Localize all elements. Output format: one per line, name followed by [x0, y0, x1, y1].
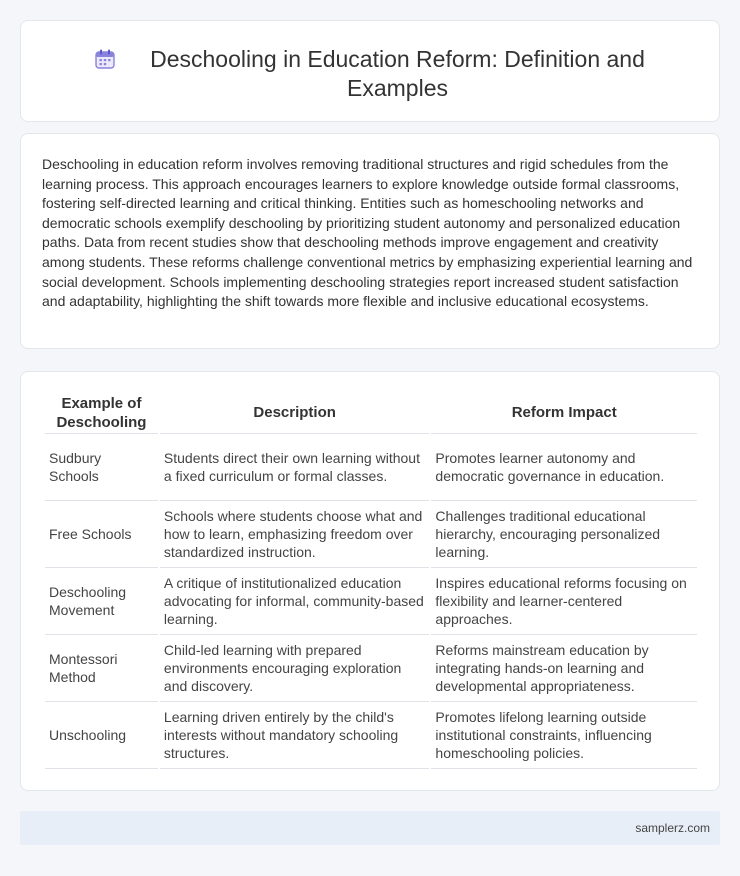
header-description: Description: [160, 392, 430, 434]
table-row: [45, 568, 697, 635]
cell-example: Montessori Method: [45, 635, 158, 702]
intro-card: [20, 133, 720, 349]
table-header-row: [45, 392, 697, 434]
title-card: [20, 20, 720, 122]
header-impact: Reform Impact: [431, 392, 697, 434]
header-example: Example of Deschooling: [45, 392, 158, 434]
footer-site-link[interactable]: samplerz.com: [635, 821, 710, 835]
cell-example: Deschooling Movement: [45, 568, 158, 635]
cell-impact: Challenges traditional educational hierarchy, encouraging personalized learning.: [431, 501, 697, 568]
table-row: [45, 434, 697, 501]
cell-description: Learning driven entirely by the child's interests without mandatory schooling structures.: [160, 702, 430, 769]
cell-example: Free Schools: [45, 501, 158, 568]
cell-example: Sudbury Schools: [45, 434, 158, 501]
cell-impact: Reforms mainstream education by integrating hands-on learning and developmental appropriateness.: [431, 635, 697, 702]
intro-paragraph: Deschooling in education reform involves removing traditional structures and rigid schedules from the learning process. This approach encourages learners to explore knowledge outside formal classrooms, fostering self-directed learning and critical thinking. Entities such as homeschooling networks and democratic schools exemplify deschooling by prioritizing student autonomy and personalized education paths. Data from recent studies show that deschooling methods improve engagement and creativity among students. These reforms challenge conventional metrics by emphasizing experiential learning and social development. Schools implementing deschooling strategies report increased student satisfaction and adaptability, highlighting the shift towards more flexible and inclusive educational ecosystems.: [42, 156, 693, 310]
table-row: [45, 702, 697, 769]
cell-description: Students direct their own learning without a fixed curriculum or formal classes.: [160, 434, 430, 501]
cell-impact: Promotes lifelong learning outside institutional constraints, influencing homeschooling policies.: [431, 702, 697, 769]
footer: [20, 811, 720, 845]
cell-example: Unschooling: [45, 702, 158, 769]
examples-table: [43, 392, 699, 769]
page-title: Deschooling in Education Reform: Definition and Examples: [150, 46, 645, 101]
cell-impact: Promotes learner autonomy and democratic governance in education.: [431, 434, 697, 501]
cell-description: A critique of institutionalized education advocating for informal, community-based learning.: [160, 568, 430, 635]
table-card: [20, 371, 720, 791]
cell-impact: Inspires educational reforms focusing on flexibility and learner-centered approaches.: [431, 568, 697, 635]
cell-description: Schools where students choose what and how to learn, emphasizing freedom over standardized instruction.: [160, 501, 430, 568]
cell-description: Child-led learning with prepared environments encouraging exploration and discovery.: [160, 635, 430, 702]
table-row: [45, 501, 697, 568]
table-row: [45, 635, 697, 702]
